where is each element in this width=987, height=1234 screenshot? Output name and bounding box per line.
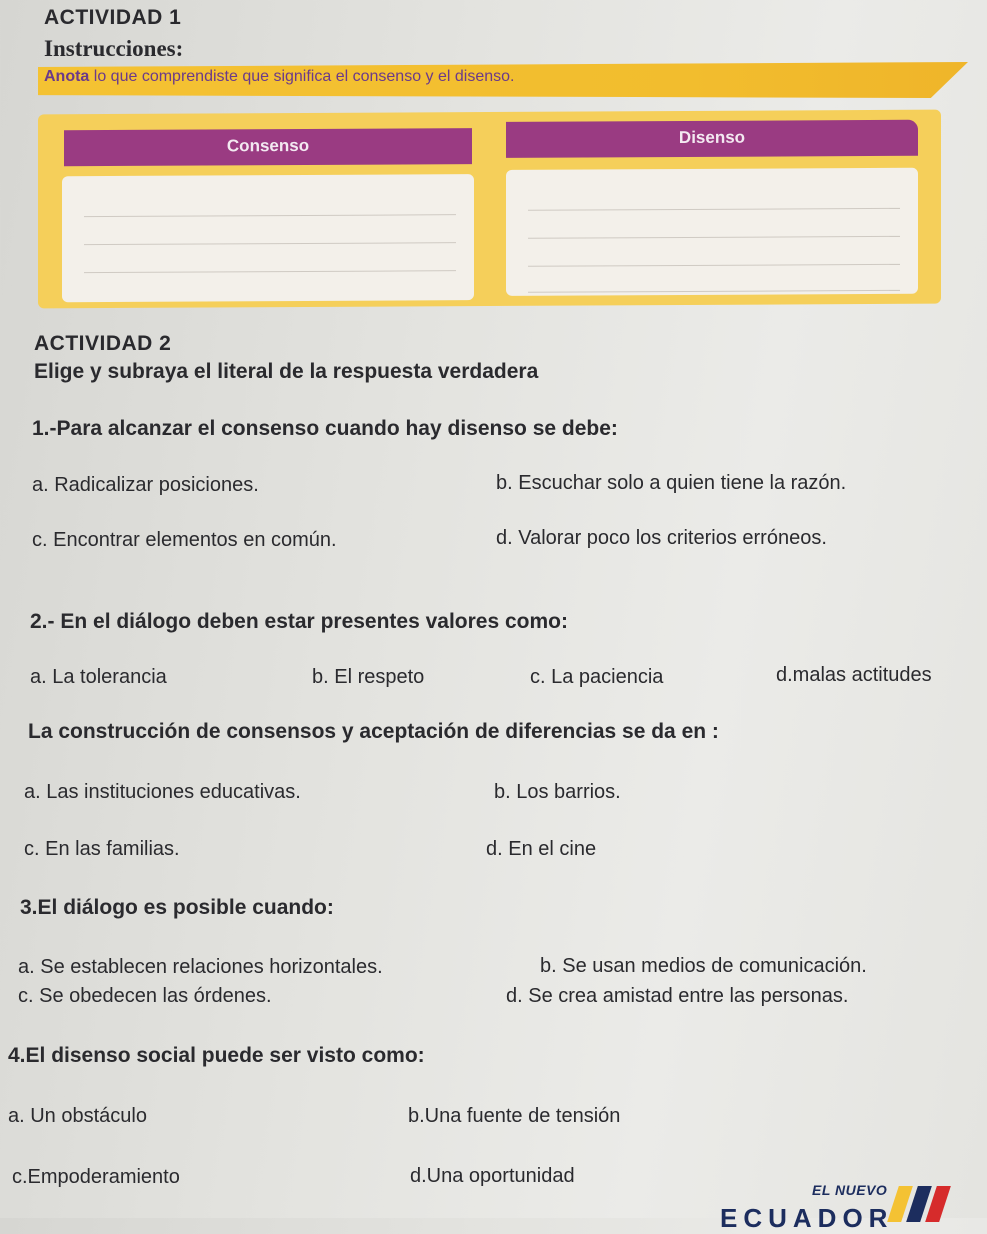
question-1: 1.-Para alcanzar el consenso cuando hay disenso se debe: — [32, 417, 618, 440]
q4-option-a[interactable]: a. Un obstáculo — [8, 1105, 147, 1127]
activity1-title: ACTIVIDAD 1 — [44, 6, 182, 29]
q2b-option-c[interactable]: c. En las familias. — [24, 838, 180, 860]
answer-table — [38, 110, 941, 309]
ecuador-logo — [812, 1182, 887, 1200]
activity2-subtitle: Elige y subraya el literal de la respuesta verdadera — [34, 360, 539, 383]
q3-option-b[interactable]: b. Se usan medios de comunicación. — [540, 955, 867, 977]
question-2: 2.- En el diálogo deben estar presentes valores como: — [30, 610, 569, 633]
logo-small-text: EL NUEVO — [812, 1182, 888, 1198]
q1-option-c[interactable]: c. Encontrar elementos en común. — [32, 529, 337, 551]
question-2b: La construcción de consensos y aceptación de diferencias se da en : — [28, 720, 719, 743]
writing-line — [84, 270, 456, 273]
q2b-option-d[interactable]: d. En el cine — [486, 838, 597, 860]
instruction-text — [44, 68, 514, 86]
writing-line — [528, 236, 900, 239]
q4-option-d[interactable]: d.Una oportunidad — [410, 1165, 575, 1187]
q2-option-c[interactable]: c. La paciencia — [530, 666, 664, 688]
activity2-title: ACTIVIDAD 2 — [34, 332, 172, 355]
q1-option-b[interactable]: b. Escuchar solo a quien tiene la razón. — [496, 472, 847, 494]
q3-option-d[interactable]: d. Se crea amistad entre las personas. — [506, 985, 849, 1007]
q3-option-c[interactable]: c. Se obedecen las órdenes. — [18, 985, 272, 1007]
writing-line — [528, 264, 900, 267]
q1-option-a[interactable]: a. Radicalizar posiciones. — [32, 474, 259, 496]
q2-option-d[interactable]: d.malas actitudes — [776, 664, 932, 686]
answer-cell-consenso[interactable] — [62, 174, 474, 302]
q4-option-c[interactable]: c.Empoderamiento — [12, 1166, 180, 1188]
q1-option-d[interactable]: d. Valorar poco los criterios erróneos. — [496, 527, 827, 549]
writing-line — [84, 242, 456, 245]
q2b-option-a[interactable]: a. Las instituciones educativas. — [24, 781, 301, 803]
q3-option-a[interactable]: a. Se establecen relaciones horizontales. — [18, 956, 383, 978]
writing-line — [528, 208, 900, 211]
col-header-disenso: Disenso — [506, 120, 918, 158]
instructions-label: Instrucciones: — [44, 36, 184, 61]
instruction-bold: Anota — [44, 68, 90, 85]
instruction-rest: lo que comprendiste que significa el consenso y el disenso. — [93, 68, 515, 85]
writing-line — [528, 290, 900, 293]
q2-option-a[interactable]: a. La tolerancia — [30, 666, 167, 688]
logo-big-text: ECUADOR — [720, 1203, 894, 1233]
writing-line — [84, 214, 456, 217]
col-header-consenso: Consenso — [64, 128, 472, 166]
question-4: 4.El disenso social puede ser visto como: — [8, 1044, 425, 1067]
q2b-option-b[interactable]: b. Los barrios. — [494, 781, 621, 803]
q2-option-b[interactable]: b. El respeto — [312, 666, 425, 688]
q4-option-b[interactable]: b.Una fuente de tensión — [408, 1105, 621, 1127]
question-3: 3.El diálogo es posible cuando: — [20, 896, 334, 919]
answer-cell-disenso[interactable] — [506, 168, 918, 296]
